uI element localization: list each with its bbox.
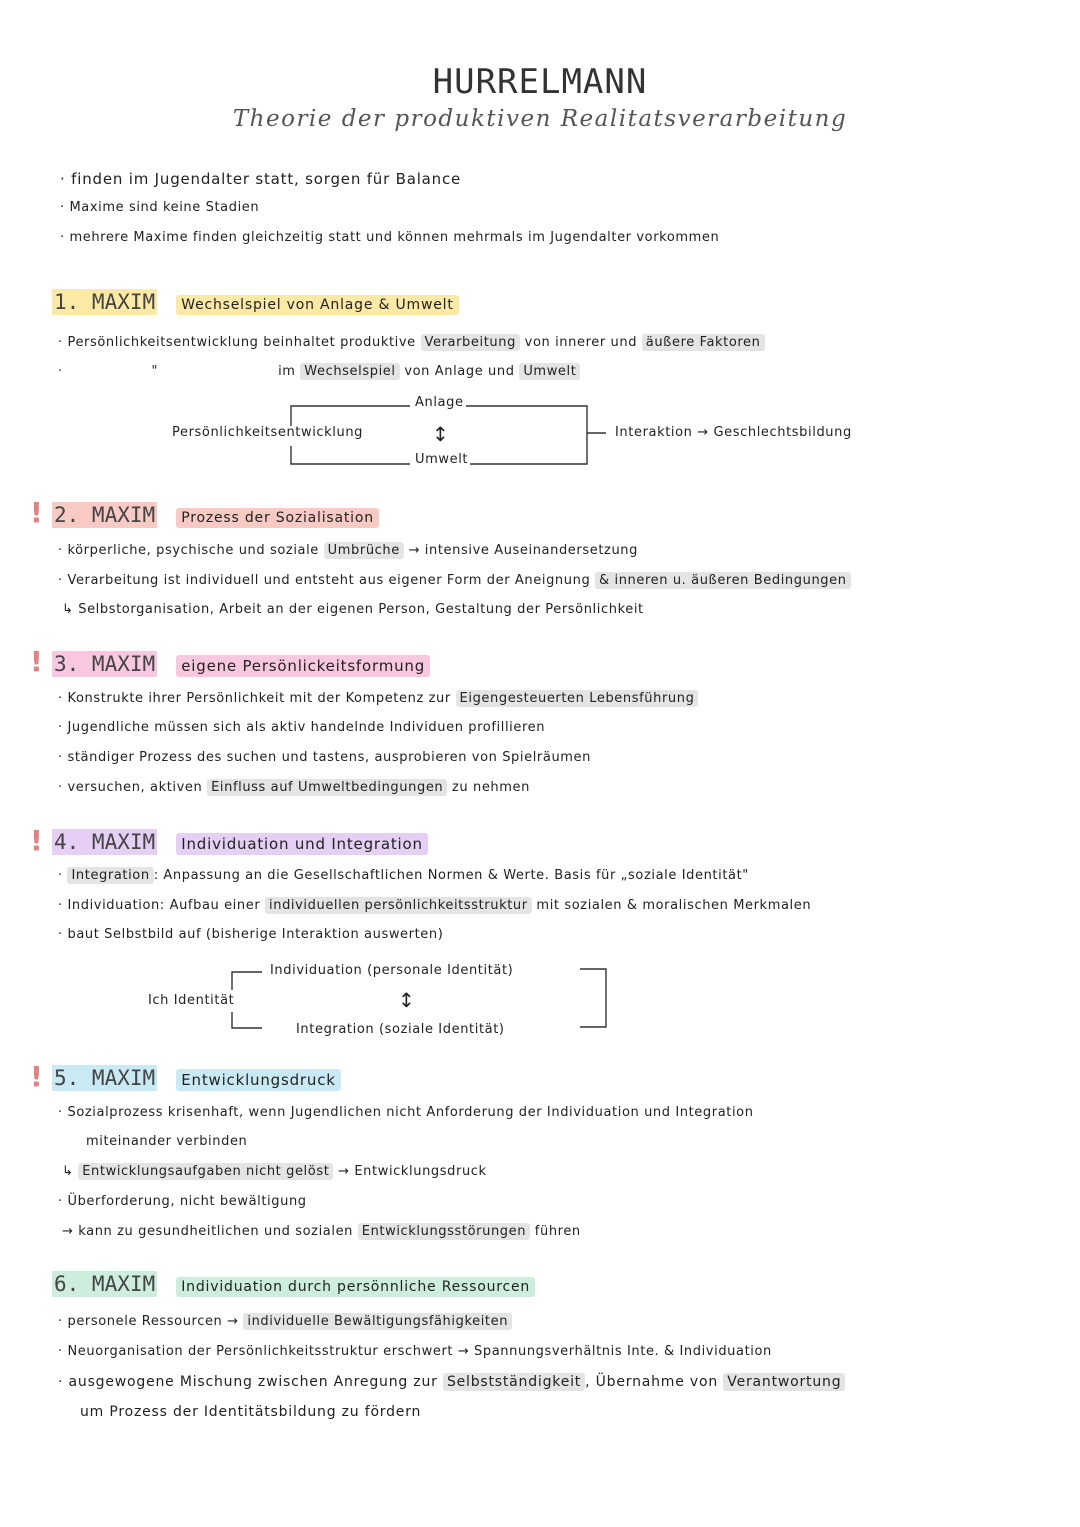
maxim-1-line-1: · Persönlichkeitsentwicklung beinhaltet produktive Verarbeitung von innerer und äußere Faktoren	[58, 335, 765, 350]
maxim-6-line-3b: um Prozess der Identitätsbildung zu fördern	[80, 1404, 422, 1420]
maxim-2-line-2: · Verarbeitung ist individuell und entsteht aus eigener Form der Aneignung & inneren u. äußeren Bedingungen	[58, 573, 851, 588]
maxim-6-line-1: · personele Ressourcen → individuelle Bewältigungsfähigkeiten	[58, 1314, 512, 1329]
diagram-1-left-label: Persönlichkeitsentwicklung	[172, 425, 364, 440]
page-title: HURRELMANN	[432, 62, 648, 102]
maxim-1-number: 1. MAXIM	[54, 290, 156, 314]
maxim-5-line-4: → kann zu gesundheitlichen und sozialen Entwicklungsstörungen führen	[62, 1224, 581, 1239]
maxim-3-line-1: · Konstrukte ihrer Persönlichkeit mit der Kompetenz zur Eigengesteuerten Lebensführung	[58, 691, 698, 706]
maxim-5-exclamation-icon: !	[30, 1060, 43, 1093]
maxim-1-line-2: · " im Wechselspiel von Anlage und Umwelt	[58, 364, 580, 379]
maxim-1-title: Wechselspiel von Anlage & Umwelt	[176, 295, 458, 315]
maxim-3-exclamation-icon: !	[30, 645, 43, 678]
maxim-6-number: 6. MAXIM	[54, 1272, 156, 1296]
diagram-4-bracket	[232, 969, 606, 1028]
diagram-1-top-label: Anlage	[415, 395, 464, 410]
maxim-4-title: Individuation und Integration	[176, 833, 428, 855]
maxim-2-number: 2. MAXIM	[54, 503, 156, 527]
intro-line-2: · Maxime sind keine Stadien	[60, 200, 260, 215]
intro-line-1: · finden im Jugendalter statt, sorgen für Balance	[60, 170, 462, 188]
maxim-5-line-1b: miteinander verbinden	[86, 1134, 248, 1149]
maxim-3-line-3: · ständiger Prozess des suchen und tastens, ausprobieren von Spielräumen	[58, 750, 591, 765]
maxim-4-exclamation-icon: !	[30, 824, 43, 857]
maxim-2-line-3: ↳ Selbstorganisation, Arbeit an der eigenen Person, Gestaltung der Persönlichkeit	[62, 602, 644, 617]
page-subtitle: Theorie der produktiven Realitatsverarbeitung	[232, 106, 848, 132]
maxim-5-number: 5. MAXIM	[54, 1066, 156, 1090]
diagram-4-updown-arrow-icon: ↕	[398, 988, 415, 1012]
diagram-1-bottom-label: Umwelt	[415, 452, 469, 467]
maxim-6-line-2: · Neuorganisation der Persönlichkeitsstruktur erschwert → Spannungsverhältnis Inte. & Individuation	[58, 1344, 772, 1359]
diagram-4-left-label: Ich Identität	[148, 993, 235, 1008]
maxim-3-line-2: · Jugendliche müssen sich als aktiv handelnde Individuen profillieren	[58, 720, 546, 735]
diagram-4-top-label: Individuation (personale Identität)	[270, 963, 514, 978]
intro-line-3: · mehrere Maxime finden gleichzeitig statt und können mehrmals im Jugendalter vorkommen	[60, 230, 720, 245]
maxim-5-line-1: · Sozialprozess krisenhaft, wenn Jugendlichen nicht Anforderung der Individuation und Integration	[58, 1105, 754, 1120]
maxim-2-line-1: · körperliche, psychische und soziale Umbrüche → intensive Auseinandersetzung	[58, 543, 638, 558]
maxim-6-line-3: · ausgewogene Mischung zwischen Anregung zur Selbstständigkeit , Übernahme von Verantwortung	[58, 1374, 845, 1390]
maxim-6-title: Individuation durch persönnliche Ressourcen	[176, 1277, 535, 1297]
maxim-4-line-2: · Individuation: Aufbau einer individuellen persönlichkeitsstruktur mit sozialen & moralischen Merkmalen	[58, 898, 812, 913]
maxim-5-title: Entwicklungsdruck	[176, 1069, 340, 1091]
diagram-1-right-label: Interaktion → Geschlechtsbildung	[615, 425, 852, 440]
maxim-3-title: eigene Persönlickeitsformung	[176, 655, 430, 677]
maxim-2-exclamation-icon: !	[30, 496, 43, 529]
maxim-3-line-4: · versuchen, aktiven Einfluss auf Umweltbedingungen zu nehmen	[58, 780, 530, 795]
diagram-1-bracket	[291, 406, 606, 464]
diagram-4-bottom-label: Integration (soziale Identität)	[296, 1022, 505, 1037]
maxim-2-title: Prozess der Sozialisation	[176, 508, 379, 528]
maxim-4-number: 4. MAXIM	[54, 830, 156, 854]
maxim-5-line-2: ↳ Entwicklungsaufgaben nicht gelöst → Entwicklungsdruck	[62, 1164, 487, 1179]
maxim-4-line-3: · baut Selbstbild auf (bisherige Interaktion auswerten)	[58, 927, 444, 942]
maxim-5-line-3: · Überforderung, nicht bewältigung	[58, 1194, 307, 1209]
maxim-4-line-1: · Integration : Anpassung an die Gesellschaftlichen Normen & Werte. Basis für „soziale Identität"	[58, 868, 749, 883]
maxim-3-number: 3. MAXIM	[54, 652, 156, 676]
diagram-1-updown-arrow-icon: ↕	[432, 422, 449, 446]
